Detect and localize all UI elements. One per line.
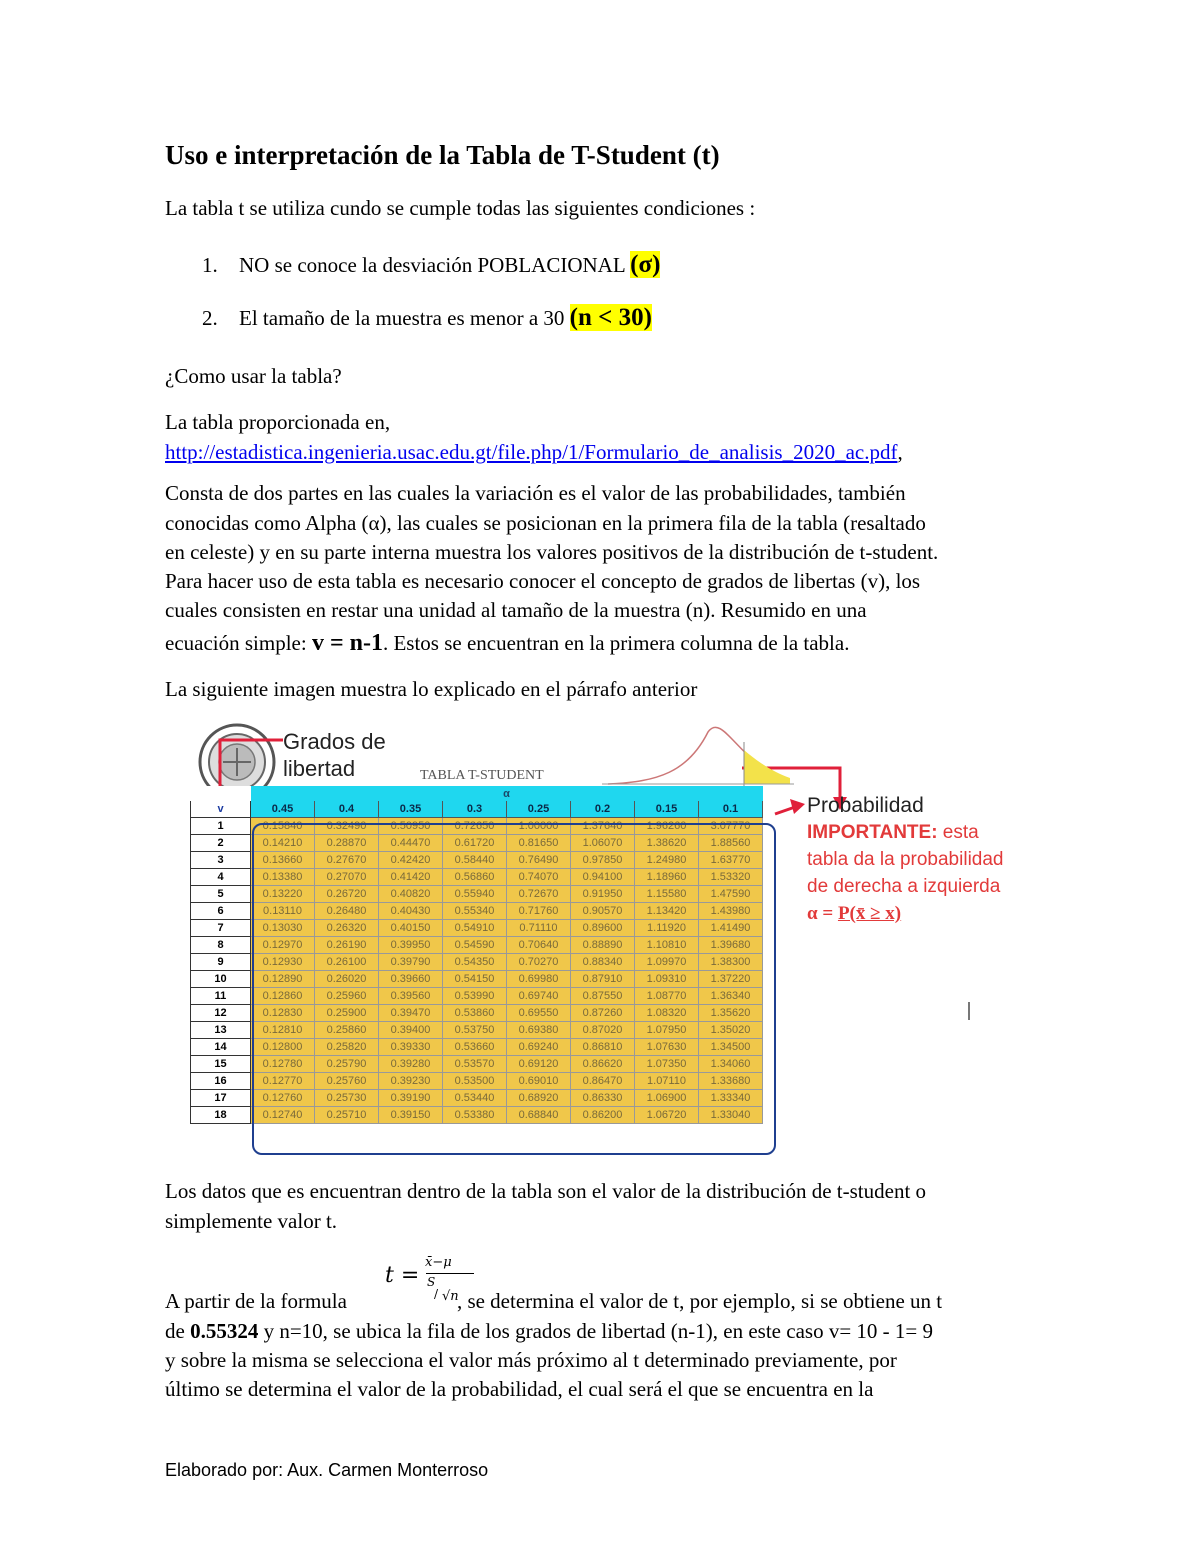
t-value-cell: 0.26480 xyxy=(315,903,379,920)
distribution-curve-icon xyxy=(598,722,798,790)
t-value-cell: 1.38300 xyxy=(699,954,763,971)
t-value-cell: 0.39230 xyxy=(379,1073,443,1090)
formula-den-s: S xyxy=(427,1275,436,1289)
t-value-cell: 0.12890 xyxy=(251,971,315,988)
t-value-cell: 0.13380 xyxy=(251,869,315,886)
t-value-cell: 0.42420 xyxy=(379,852,443,869)
t-value-cell: 0.72650 xyxy=(443,818,507,835)
t-value-cell: 0.25820 xyxy=(315,1039,379,1056)
text-cursor-mark xyxy=(968,1002,970,1020)
t-value-cell: 1.10810 xyxy=(635,937,699,954)
condition-1-text: NO se conoce la desviación POBLACIONAL xyxy=(239,253,631,277)
after-figure-line-2: simplemente valor t. xyxy=(165,1209,338,1233)
degrees-of-freedom-cell: 8 xyxy=(191,937,251,954)
degrees-of-freedom-cell: 18 xyxy=(191,1107,251,1124)
t-value-cell: 1.63770 xyxy=(699,852,763,869)
degrees-of-freedom-cell: 4 xyxy=(191,869,251,886)
explain-line-2: conocidas como Alpha (α), las cuales se posicionan en la primera fila de la tabla (resaltado xyxy=(165,511,926,535)
explain-line-3: en celeste) y en su parte interna muestra los valores positivos de la distribución de t-student. xyxy=(165,540,939,564)
t-value-cell: 0.12770 xyxy=(251,1073,315,1090)
t-value-cell: 0.26190 xyxy=(315,937,379,954)
condition-1-highlight: (σ) xyxy=(630,251,661,278)
t-value-cell: 0.86810 xyxy=(571,1039,635,1056)
t-value-cell: 0.90570 xyxy=(571,903,635,920)
t-value-cell: 0.25730 xyxy=(315,1090,379,1107)
degrees-of-freedom-cell: 16 xyxy=(191,1073,251,1090)
t-value-cell: 0.13220 xyxy=(251,886,315,903)
t-value-cell: 1.06900 xyxy=(635,1090,699,1107)
t-value-cell: 0.70640 xyxy=(507,937,571,954)
t-value-cell: 1.53320 xyxy=(699,869,763,886)
probability-note xyxy=(807,792,1004,927)
equation-v-n-1: v = n-1 xyxy=(311,630,383,656)
t-value-cell: 0.39560 xyxy=(379,988,443,1005)
degrees-of-freedom-cell: 14 xyxy=(191,1039,251,1056)
t-value-cell: 0.58440 xyxy=(443,852,507,869)
formula-numerator: x̄−μ xyxy=(425,1255,452,1270)
v-header: v xyxy=(191,801,251,818)
condition-2-text: El tamaño de la muestra es menor a 30 xyxy=(239,306,570,330)
explain-line-4: Para hacer uso de esta tabla es necesario conocer el concepto de grados de libertas (v), los xyxy=(165,569,921,593)
t-value-cell: 0.55940 xyxy=(443,886,507,903)
t-value-cell: 1.24980 xyxy=(635,852,699,869)
t-value-cell: 0.13660 xyxy=(251,852,315,869)
source-link[interactable]: http://estadistica.ingenieria.usac.edu.gt/file.php/1/Formulario_de_analisis_2020_ac.pdf xyxy=(165,440,898,464)
alpha-eq-prob: P(x̄ ≥ x) xyxy=(837,903,902,924)
t-value-cell: 0.39790 xyxy=(379,954,443,971)
condition-1 xyxy=(202,249,1082,281)
t-value-cell: 0.87910 xyxy=(571,971,635,988)
t-value-cell: 3.07770 xyxy=(699,818,763,835)
explain-line-6-pre: ecuación simple: xyxy=(165,631,312,655)
t-value-cell: 0.12930 xyxy=(251,954,315,971)
t-example-value: 0.55324 xyxy=(190,1319,259,1343)
formula-fraction-bar xyxy=(426,1273,474,1274)
degrees-of-freedom-cell: 12 xyxy=(191,1005,251,1022)
alpha-column-header: 0.35 xyxy=(379,801,443,818)
alpha-row xyxy=(191,787,763,801)
question-text: ¿Como usar la tabla? xyxy=(165,364,342,388)
t-value-cell: 0.53750 xyxy=(443,1022,507,1039)
footer-author: Elaborado por: Aux. Carmen Monterroso xyxy=(165,1460,489,1480)
grados-line-2: libertad xyxy=(283,756,356,781)
t-value-cell: 1.07950 xyxy=(635,1022,699,1039)
t-value-cell: 0.76490 xyxy=(507,852,571,869)
t-value-cell: 0.88340 xyxy=(571,954,635,971)
t-value-cell: 0.40430 xyxy=(379,903,443,920)
t-value-cell: 0.88890 xyxy=(571,937,635,954)
t-value-cell: 0.32490 xyxy=(315,818,379,835)
t-value-cell: 0.53500 xyxy=(443,1073,507,1090)
importante-line-3: de derecha a izquierda xyxy=(807,876,1001,897)
formula-den-slash: / xyxy=(434,1287,439,1301)
t-value-cell: 0.14210 xyxy=(251,835,315,852)
alpha-column-header: 0.3 xyxy=(443,801,507,818)
t-value-cell: 0.39330 xyxy=(379,1039,443,1056)
t-value-cell: 0.12760 xyxy=(251,1090,315,1107)
t-value-cell: 1.18960 xyxy=(635,869,699,886)
t-value-cell: 0.81650 xyxy=(507,835,571,852)
t-value-cell: 1.15580 xyxy=(635,886,699,903)
t-value-cell: 0.39280 xyxy=(379,1056,443,1073)
t-value-cell: 0.26720 xyxy=(315,886,379,903)
t-value-cell: 1.00000 xyxy=(507,818,571,835)
image-intro: La siguiente imagen muestra lo explicado en el párrafo anterior xyxy=(165,677,698,701)
source-link-suffix: , xyxy=(897,440,903,464)
alpha-column-header: 0.25 xyxy=(507,801,571,818)
t-value-cell: 0.86620 xyxy=(571,1056,635,1073)
t-value-cell: 0.71760 xyxy=(507,903,571,920)
t-value-cell: 0.25710 xyxy=(315,1107,379,1124)
t-value-cell: 1.08320 xyxy=(635,1005,699,1022)
t-value-cell: 1.33040 xyxy=(699,1107,763,1124)
formula-para-post: , se determina el valor de t, por ejemplo, si se obtiene un t xyxy=(456,1289,943,1313)
explain-line-1: Consta de dos partes en las cuales la variación es el valor de las probabilidades, también xyxy=(165,481,906,505)
t-value-cell: 0.53440 xyxy=(443,1090,507,1107)
explain-line-5: cuales consisten en restar una unidad al tamaño de la muestra (n). Resumido en una xyxy=(165,598,867,622)
t-value-cell: 1.09970 xyxy=(635,954,699,971)
degrees-of-freedom-cell: 17 xyxy=(191,1090,251,1107)
importante-bold: IMPORTANTE: xyxy=(807,822,938,843)
formula-para-line2-pre: de xyxy=(165,1319,191,1343)
t-value-cell: 0.87260 xyxy=(571,1005,635,1022)
formula-para-line-2 xyxy=(165,1316,1045,1347)
t-value-cell: 0.25860 xyxy=(315,1022,379,1039)
t-value-cell: 1.39680 xyxy=(699,937,763,954)
t-value-cell: 0.89600 xyxy=(571,920,635,937)
t-value-cell: 0.54350 xyxy=(443,954,507,971)
t-value-cell: 1.35020 xyxy=(699,1022,763,1039)
t-value-cell: 0.72670 xyxy=(507,886,571,903)
explain-line-6 xyxy=(165,628,1045,659)
page-title: Uso e interpretación de la Tabla de T-Student (t) xyxy=(165,140,720,170)
t-value-cell: 0.50950 xyxy=(379,818,443,835)
t-value-cell: 1.35620 xyxy=(699,1005,763,1022)
t-value-cell: 0.39660 xyxy=(379,971,443,988)
t-value-cell: 0.69120 xyxy=(507,1056,571,1073)
formula-para-line-4: último se determina el valor de la probabilidad, el cual será el que se encuentra en la xyxy=(165,1377,874,1401)
t-value-cell: 0.69380 xyxy=(507,1022,571,1039)
t-value-cell: 1.06070 xyxy=(571,835,635,852)
formula-para-line-1 xyxy=(165,1286,1045,1317)
t-value-cell: 0.55340 xyxy=(443,903,507,920)
t-value-cell: 0.25790 xyxy=(315,1056,379,1073)
t-value-cell: 0.53660 xyxy=(443,1039,507,1056)
grados-label xyxy=(283,728,386,782)
t-value-cell: 0.68840 xyxy=(507,1107,571,1124)
alpha-column-header: 0.2 xyxy=(571,801,635,818)
t-value-cell: 1.37220 xyxy=(699,971,763,988)
t-value-cell: 0.28870 xyxy=(315,835,379,852)
alpha-symbol: α xyxy=(251,787,763,801)
t-value-cell: 1.07350 xyxy=(635,1056,699,1073)
t-value-cell: 0.97850 xyxy=(571,852,635,869)
condition-2-number: 2. xyxy=(202,306,218,330)
alpha-column-header: 0.1 xyxy=(699,801,763,818)
t-value-cell: 0.86200 xyxy=(571,1107,635,1124)
t-value-cell: 0.87020 xyxy=(571,1022,635,1039)
t-value-cell: 0.12830 xyxy=(251,1005,315,1022)
condition-2-highlight: (n < 30) xyxy=(569,304,652,331)
t-value-cell: 1.47590 xyxy=(699,886,763,903)
degrees-of-freedom-cell: 2 xyxy=(191,835,251,852)
t-value-cell: 0.26020 xyxy=(315,971,379,988)
t-value-cell: 0.25760 xyxy=(315,1073,379,1090)
t-value-cell: 0.69240 xyxy=(507,1039,571,1056)
t-value-cell: 1.34500 xyxy=(699,1039,763,1056)
t-value-cell: 1.34060 xyxy=(699,1056,763,1073)
t-value-cell: 1.11920 xyxy=(635,920,699,937)
tabla-title: TABLA T-STUDENT xyxy=(420,768,544,783)
t-value-cell: 0.27070 xyxy=(315,869,379,886)
t-value-cell: 0.40820 xyxy=(379,886,443,903)
t-value-cell: 0.91950 xyxy=(571,886,635,903)
t-value-cell: 1.37640 xyxy=(571,818,635,835)
after-figure-line-1: Los datos que es encuentran dentro de la tabla son el valor de la distribución de t-student o xyxy=(165,1179,927,1203)
t-value-cell: 0.12860 xyxy=(251,988,315,1005)
t-value-cell: 1.07630 xyxy=(635,1039,699,1056)
t-value-cell: 0.26100 xyxy=(315,954,379,971)
t-value-cell: 0.56860 xyxy=(443,869,507,886)
t-value-cell: 0.69010 xyxy=(507,1073,571,1090)
degrees-of-freedom-cell: 6 xyxy=(191,903,251,920)
t-value-cell: 1.43980 xyxy=(699,903,763,920)
importante-rest: esta xyxy=(937,822,979,843)
t-value-cell: 1.96260 xyxy=(635,818,699,835)
formula-den-n: √n xyxy=(442,1289,459,1304)
t-value-cell: 0.94100 xyxy=(571,869,635,886)
alpha-row-spacer xyxy=(191,787,251,801)
t-value-cell: 1.88560 xyxy=(699,835,763,852)
t-value-cell: 0.26320 xyxy=(315,920,379,937)
alpha-column-header: 0.4 xyxy=(315,801,379,818)
t-student-figure xyxy=(190,722,1030,1162)
explain-line-6-post: . Estos se encuentran en la primera columna de la tabla. xyxy=(382,631,850,655)
t-value-cell: 0.54590 xyxy=(443,937,507,954)
t-value-cell: 1.13420 xyxy=(635,903,699,920)
t-value-cell: 0.39400 xyxy=(379,1022,443,1039)
probability-label: Probabilidad xyxy=(807,794,924,817)
t-value-cell: 0.41420 xyxy=(379,869,443,886)
header-row xyxy=(191,801,763,818)
t-value-cell: 0.71110 xyxy=(507,920,571,937)
degrees-of-freedom-cell: 11 xyxy=(191,988,251,1005)
alpha-column-header: 0.45 xyxy=(251,801,315,818)
degrees-of-freedom-cell: 10 xyxy=(191,971,251,988)
t-value-cell: 0.25960 xyxy=(315,988,379,1005)
t-value-cell: 0.53570 xyxy=(443,1056,507,1073)
t-value-cell: 0.13030 xyxy=(251,920,315,937)
t-value-cell: 0.70270 xyxy=(507,954,571,971)
t-value-cell: 0.53380 xyxy=(443,1107,507,1124)
t-value-cell: 0.12780 xyxy=(251,1056,315,1073)
formula-para-line-3: y sobre la misma se selecciona el valor más próximo al t determinado previamente, por xyxy=(165,1348,897,1372)
t-value-cell: 0.68920 xyxy=(507,1090,571,1107)
t-value-cell: 0.54150 xyxy=(443,971,507,988)
t-value-cell: 0.12810 xyxy=(251,1022,315,1039)
t-value-cell: 0.25900 xyxy=(315,1005,379,1022)
alpha-eq-lhs: α = xyxy=(807,903,838,924)
t-value-cell: 0.13110 xyxy=(251,903,315,920)
condition-1-number: 1. xyxy=(202,253,218,277)
importante-line-2: tabla da la probabilidad xyxy=(807,849,1004,870)
t-value-cell: 0.53860 xyxy=(443,1005,507,1022)
importante-line-1 xyxy=(807,819,1004,846)
t-value-cell: 0.53990 xyxy=(443,988,507,1005)
t-value-cell: 1.41490 xyxy=(699,920,763,937)
t-value-cell: 0.39190 xyxy=(379,1090,443,1107)
t-value-cell: 0.39950 xyxy=(379,937,443,954)
alpha-column-header: 0.15 xyxy=(635,801,699,818)
source-line xyxy=(165,437,1045,468)
t-value-cell: 1.08770 xyxy=(635,988,699,1005)
t-value-cell: 1.06720 xyxy=(635,1107,699,1124)
t-value-cell: 1.09310 xyxy=(635,971,699,988)
degrees-of-freedom-cell: 1 xyxy=(191,818,251,835)
t-value-cell: 1.36340 xyxy=(699,988,763,1005)
formula-para-line2-post: y n=10, se ubica la fila de los grados de libertad (n-1), en este caso v= 10 - 1= 9 xyxy=(258,1319,933,1343)
t-value-cell: 0.86330 xyxy=(571,1090,635,1107)
values-highlight-box xyxy=(252,823,776,1155)
degrees-of-freedom-cell: 7 xyxy=(191,920,251,937)
t-value-cell: 0.15840 xyxy=(251,818,315,835)
degrees-of-freedom-cell: 13 xyxy=(191,1022,251,1039)
t-value-cell: 0.86470 xyxy=(571,1073,635,1090)
t-value-cell: 0.54910 xyxy=(443,920,507,937)
alpha-equation xyxy=(807,900,1004,927)
t-value-cell: 0.27670 xyxy=(315,852,379,869)
formula-lhs: t = xyxy=(385,1263,420,1288)
t-value-cell: 1.33680 xyxy=(699,1073,763,1090)
formula-para-pre: A partir de la formula xyxy=(165,1289,347,1313)
t-value-cell: 0.74070 xyxy=(507,869,571,886)
t-value-cell: 0.12740 xyxy=(251,1107,315,1124)
condition-2 xyxy=(202,302,1082,334)
t-value-cell: 0.40150 xyxy=(379,920,443,937)
degrees-of-freedom-cell: 3 xyxy=(191,852,251,869)
grados-line-1: Grados de xyxy=(283,729,386,754)
t-value-cell: 0.69550 xyxy=(507,1005,571,1022)
t-value-cell: 0.39150 xyxy=(379,1107,443,1124)
t-value-cell: 0.87550 xyxy=(571,988,635,1005)
t-value-cell: 1.33340 xyxy=(699,1090,763,1107)
t-value-cell: 0.61720 xyxy=(443,835,507,852)
source-intro: La tabla proporcionada en, xyxy=(165,410,391,434)
t-value-cell: 1.38620 xyxy=(635,835,699,852)
t-value-cell: 0.39470 xyxy=(379,1005,443,1022)
t-value-cell: 0.12970 xyxy=(251,937,315,954)
degrees-of-freedom-cell: 9 xyxy=(191,954,251,971)
t-value-cell: 1.07110 xyxy=(635,1073,699,1090)
t-value-cell: 0.12800 xyxy=(251,1039,315,1056)
intro-text: La tabla t se utiliza cundo se cumple todas las siguientes condiciones : xyxy=(165,196,756,220)
degrees-of-freedom-cell: 5 xyxy=(191,886,251,903)
t-value-cell: 0.69740 xyxy=(507,988,571,1005)
t-value-cell: 0.44470 xyxy=(379,835,443,852)
t-value-cell: 0.69980 xyxy=(507,971,571,988)
degrees-of-freedom-cell: 15 xyxy=(191,1056,251,1073)
